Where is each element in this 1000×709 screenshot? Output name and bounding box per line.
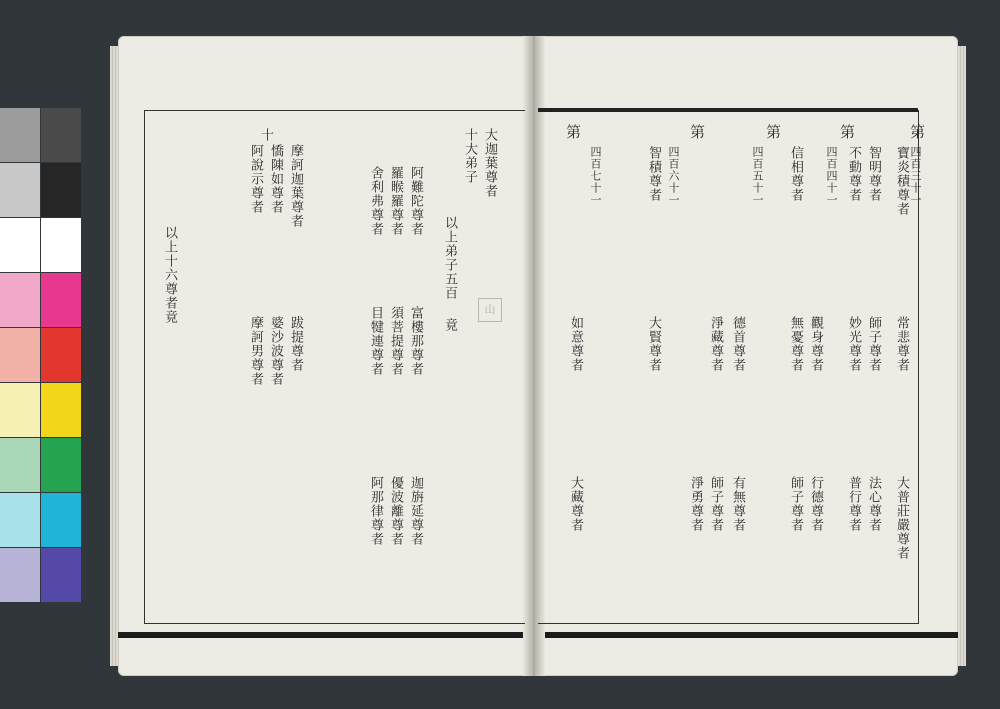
left-page-frame (144, 110, 525, 624)
text-column: 大賢尊者 (646, 316, 661, 372)
text-column: 不動尊者 (846, 146, 861, 202)
text-column: 淨藏尊者 (708, 316, 723, 372)
text-column: 寶炎積尊者 (894, 146, 909, 216)
text-column: 富樓那尊者 (408, 306, 423, 376)
text-column: 阿難陀尊者 (408, 166, 423, 236)
text-column: 跋提尊者 (288, 316, 303, 372)
color-swatch (41, 383, 81, 437)
number-column: 四百七十一 (589, 146, 602, 206)
text-column: 如意尊者 (568, 316, 583, 372)
text-column: 常悲尊者 (894, 316, 909, 372)
text-column: 竟 (442, 318, 457, 332)
column-header: 第 (688, 124, 706, 140)
color-swatch (0, 163, 40, 217)
color-swatch (41, 328, 81, 382)
text-column: 目犍連尊者 (368, 306, 383, 376)
faded-seal: 山 (478, 298, 502, 322)
number-column: 四百四十一 (825, 146, 838, 206)
text-column: 十大弟子 (462, 128, 477, 184)
text-column: 師子尊者 (788, 476, 803, 532)
text-column: 無憂尊者 (788, 316, 803, 372)
text-column: 法心尊者 (866, 476, 881, 532)
color-swatch (0, 493, 40, 547)
text-column: 妙光尊者 (846, 316, 861, 372)
color-swatch (0, 383, 40, 437)
text-column: 有無尊者 (730, 476, 745, 532)
column-header: 第 (764, 124, 782, 140)
column-header: 第 (838, 124, 856, 140)
column-header: 第 (908, 124, 926, 140)
text-column: 摩訶男尊者 (248, 316, 263, 386)
text-column: 舍利弗尊者 (368, 166, 383, 236)
text-column: 迦旃延尊者 (408, 476, 423, 546)
color-swatch (0, 438, 40, 492)
text-column: 摩訶迦葉尊者 (288, 144, 303, 228)
text-column: 婆沙波尊者 (268, 316, 283, 386)
text-column: 淨勇尊者 (688, 476, 703, 532)
text-column: 以上十六尊者竟 (162, 226, 177, 324)
color-swatch (41, 438, 81, 492)
left-header-mark: 十 (258, 128, 273, 142)
text-column: 師子尊者 (708, 476, 723, 532)
right-top-rule (538, 108, 918, 112)
right-bottom-rule (545, 632, 958, 638)
color-swatch (41, 108, 81, 162)
text-column: 羅睺羅尊者 (388, 166, 403, 236)
text-column: 大迦葉尊者 (482, 128, 497, 198)
text-column: 師子尊者 (866, 316, 881, 372)
text-column: 智明尊者 (866, 146, 881, 202)
number-column: 四百五十一 (751, 146, 764, 206)
text-column: 大普莊嚴尊者 (894, 476, 909, 560)
text-column: 阿那律尊者 (368, 476, 383, 546)
left-page-edges (110, 46, 118, 666)
text-column: 觀身尊者 (808, 316, 823, 372)
right-page-edges (958, 46, 966, 666)
color-swatch (0, 218, 40, 272)
color-swatch (41, 273, 81, 327)
left-bottom-rule (118, 632, 523, 638)
text-column: 憍陳如尊者 (268, 144, 283, 214)
text-column: 優波離尊者 (388, 476, 403, 546)
color-swatch (41, 218, 81, 272)
open-book (118, 36, 958, 676)
text-column: 阿說示尊者 (248, 144, 263, 214)
color-calibration-card (0, 108, 82, 600)
color-swatch (0, 273, 40, 327)
text-column: 大藏尊者 (568, 476, 583, 532)
color-swatch (41, 493, 81, 547)
text-column: 行德尊者 (808, 476, 823, 532)
text-column: 以上弟子五百 (442, 216, 457, 300)
column-header: 第 (564, 124, 582, 140)
number-column: 四百三十一 (909, 146, 922, 206)
color-swatch (0, 548, 40, 602)
color-swatch (41, 548, 81, 602)
color-swatch (0, 328, 40, 382)
text-column: 智積尊者 (646, 146, 661, 202)
number-column: 四百六十一 (667, 146, 680, 206)
text-column: 信相尊者 (788, 146, 803, 202)
text-column: 普行尊者 (846, 476, 861, 532)
color-swatch (0, 108, 40, 162)
text-column: 德首尊者 (730, 316, 745, 372)
text-column: 須菩提尊者 (388, 306, 403, 376)
color-swatch (41, 163, 81, 217)
